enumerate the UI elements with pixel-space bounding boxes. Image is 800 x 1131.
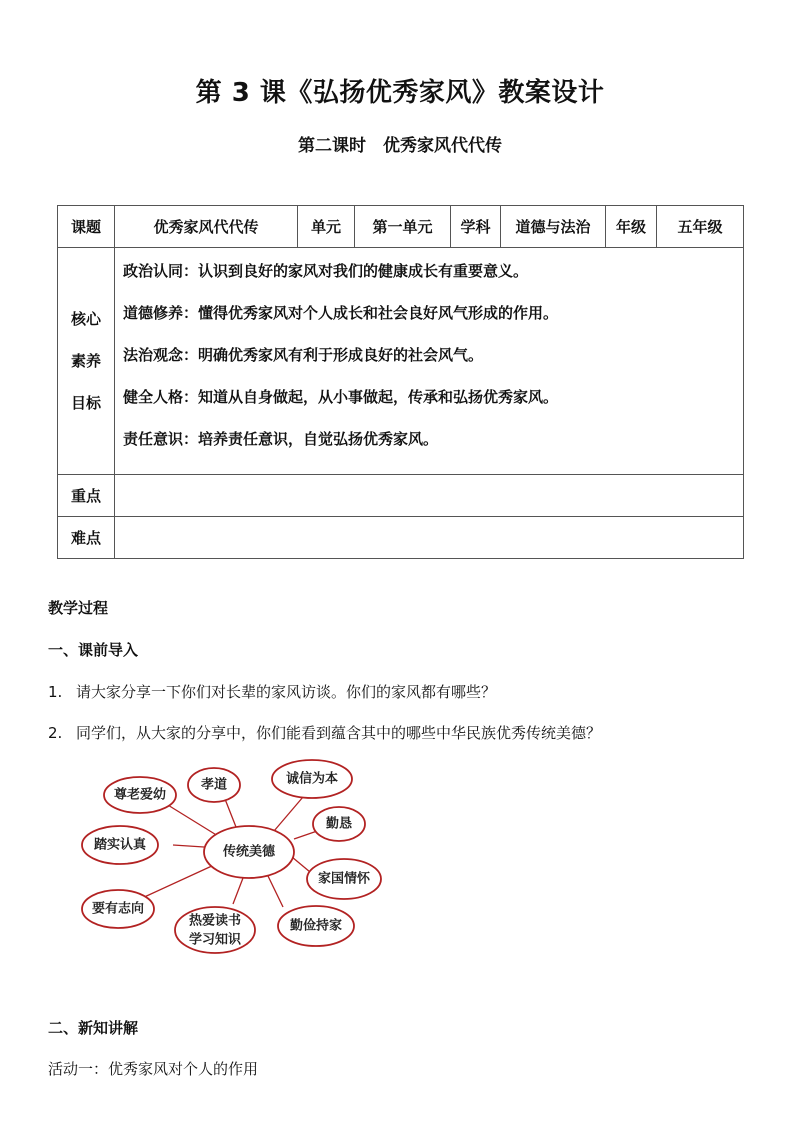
goal-responsibility: 责任意识：培养责任意识，自觉弘扬优秀家风。 <box>123 430 439 448</box>
section-new-knowledge-heading: 二、新知讲解 <box>48 1019 139 1037</box>
topic-value: 优秀家风代代传 <box>115 206 298 248</box>
activity-1: 活动一：优秀家风对个人的作用 <box>48 1060 259 1078</box>
goals-label-line: 核心 <box>70 310 101 328</box>
grade-label: 年级 <box>606 206 657 248</box>
mindmap-node: 诚信为本 <box>285 771 339 787</box>
section-intro-heading: 一、课前导入 <box>48 641 139 659</box>
topic-label: 课题 <box>58 206 115 248</box>
goal-moral: 道德修养：懂得优秀家风对个人成长和社会良好风气形成的作用。 <box>123 304 559 322</box>
goals-label-line: 素养 <box>70 352 101 370</box>
table-header-row <box>58 206 744 248</box>
key-point-value <box>115 475 744 517</box>
question-1-text: 请大家分享一下你们对长辈的家风访谈。你们的家风都有哪些？ <box>76 683 497 701</box>
mindmap-node: 孝道 <box>200 777 228 793</box>
difficulty-row <box>58 517 744 559</box>
question-1 <box>48 681 496 702</box>
virtues-mindmap <box>78 757 388 957</box>
page-title: 第 3 课《弘扬优秀家风》教案设计 <box>195 78 605 108</box>
question-2-text: 同学们，从大家的分享中，你们能看到蕴含其中的哪些中华民族优秀传统美德？ <box>76 724 602 742</box>
page-subtitle: 第二课时 优秀家风代代传 <box>298 136 502 156</box>
mindmap-node: 热爱读书 <box>188 913 242 929</box>
teaching-process-heading: 教学过程 <box>48 599 109 617</box>
goals-label-line: 目标 <box>70 394 101 412</box>
goals-label <box>58 248 115 475</box>
goal-personality: 健全人格：知道从自身做起，从小事做起，传承和弘扬优秀家风。 <box>123 388 559 406</box>
key-point-row <box>58 475 744 517</box>
difficulty-label: 难点 <box>58 517 115 559</box>
mindmap-graphic <box>78 757 388 957</box>
goal-law: 法治观念：明确优秀家风有利于形成良好的社会风气。 <box>123 346 484 364</box>
key-point-label: 重点 <box>58 475 115 517</box>
goals-list <box>115 248 744 475</box>
subject-value: 道德与法治 <box>501 206 606 248</box>
goals-row <box>58 248 744 475</box>
mindmap-node: 尊老爱幼 <box>113 787 167 803</box>
mindmap-node: 学习知识 <box>188 932 242 948</box>
goal-political: 政治认同：认识到良好的家风对我们的健康成长有重要意义。 <box>123 262 529 280</box>
mindmap-node: 勤俭持家 <box>289 918 343 934</box>
difficulty-value <box>115 517 744 559</box>
question-1-number: 1. <box>48 683 63 701</box>
lesson-plan-table <box>57 205 744 559</box>
question-2-number: 2. <box>48 724 63 742</box>
subject-label: 学科 <box>451 206 501 248</box>
unit-value: 第一单元 <box>355 206 451 248</box>
unit-label: 单元 <box>298 206 355 248</box>
question-2 <box>48 722 601 743</box>
grade-value: 五年级 <box>657 206 744 248</box>
mindmap-center: 传统美德 <box>222 844 276 860</box>
mindmap-node: 踏实认真 <box>93 837 147 853</box>
mindmap-node: 家国情怀 <box>317 871 371 887</box>
mindmap-node: 勤恳 <box>325 816 353 832</box>
mindmap-node: 要有志向 <box>91 901 145 917</box>
